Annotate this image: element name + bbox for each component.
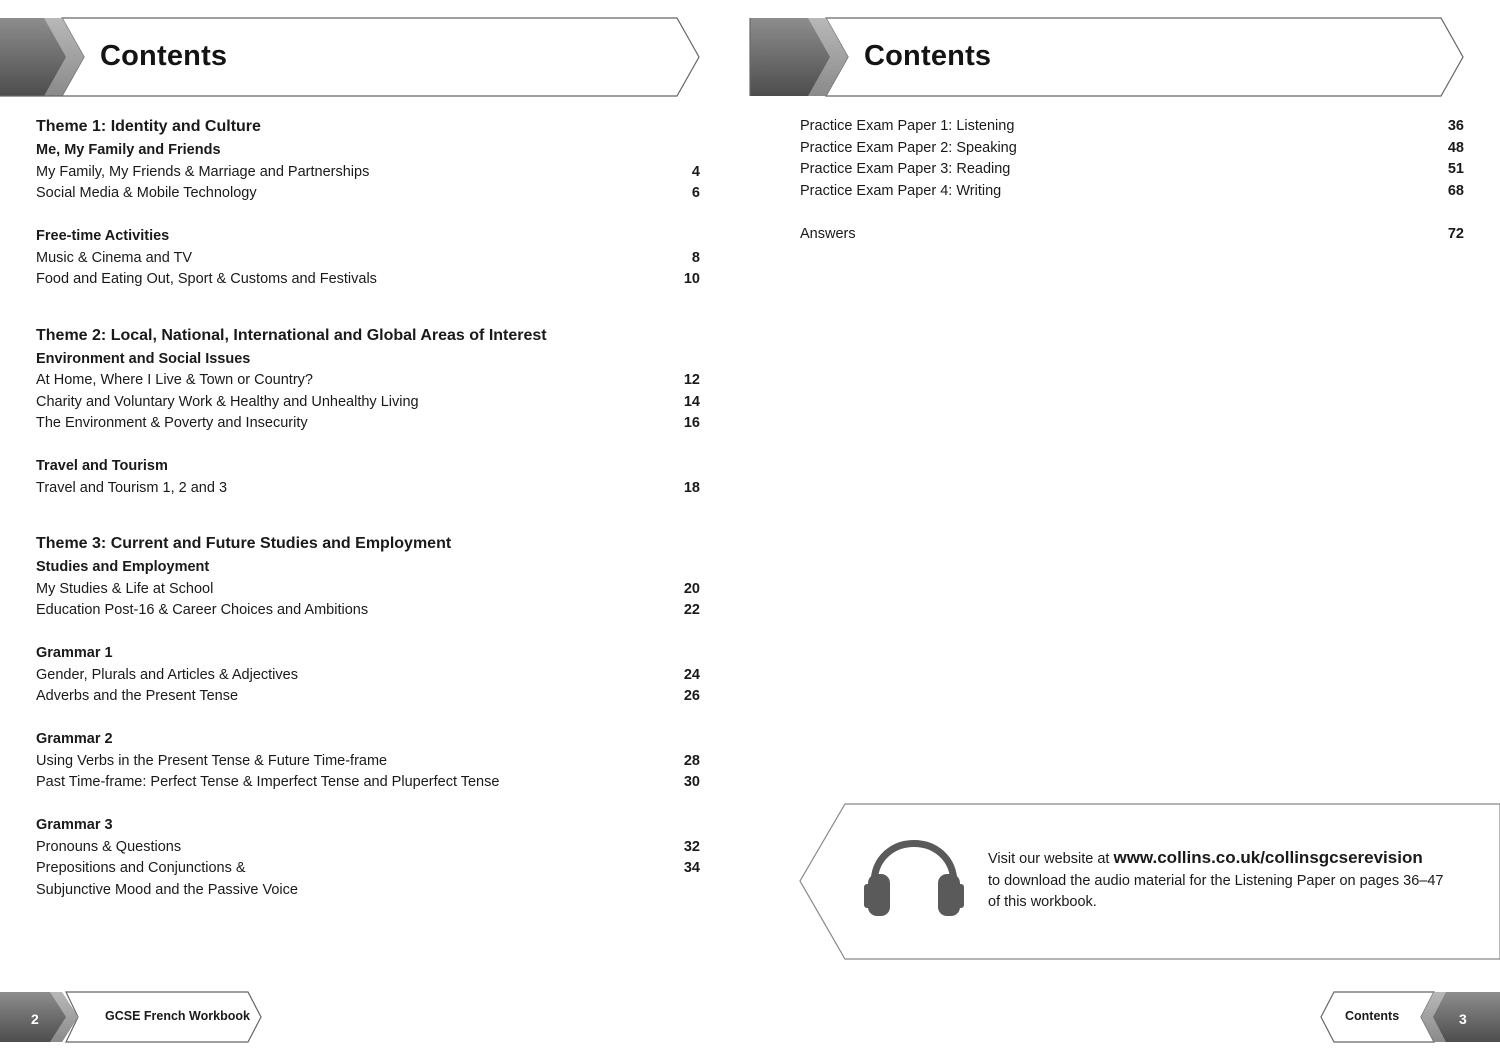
- theme-heading: Theme 1: Identity and Culture: [36, 118, 261, 135]
- toc-entry[interactable]: My Family, My Friends & Marriage and Partnerships 4: [36, 163, 700, 180]
- left-page-title: Contents: [100, 40, 228, 72]
- group-heading: Grammar 2: [36, 731, 113, 747]
- toc-entry[interactable]: Practice Exam Paper 1: Listening 36: [800, 118, 1464, 134]
- toc-entry[interactable]: My Studies & Life at School 20: [36, 580, 700, 597]
- toc-entry[interactable]: Music & Cinema and TV 8: [36, 249, 700, 266]
- right-toc: [800, 116, 1464, 245]
- left-footer-book-title: GCSE French Workbook: [105, 1009, 250, 1023]
- theme-heading: Theme 2: Local, National, International and Global Areas of Interest: [36, 326, 547, 344]
- right-footer-section-label: Contents: [1345, 1009, 1400, 1023]
- group-heading: Travel and Tourism: [36, 458, 168, 474]
- toc-entry[interactable]: Practice Exam Paper 3: Reading 51: [800, 161, 1464, 177]
- toc-entry[interactable]: Pronouns & Questions 32: [36, 838, 700, 855]
- toc-entry-answers[interactable]: Answers 72: [800, 225, 1464, 242]
- toc-entry[interactable]: Practice Exam Paper 4: Writing 68: [800, 182, 1464, 199]
- toc-entry[interactable]: Past Time-frame: Perfect Tense & Imperfect Tense and Pluperfect Tense 30: [36, 774, 700, 790]
- toc-entry[interactable]: Education Post-16 & Career Choices and Ambitions 22: [36, 602, 700, 618]
- toc-entry[interactable]: Prepositions and Conjunctions & 34: [36, 860, 700, 876]
- group-heading: Free-time Activities: [36, 228, 170, 244]
- left-toc: [36, 116, 700, 901]
- group-heading: Me, My Family and Friends: [36, 142, 221, 158]
- promo-line-2: to download the audio material for the Listening Paper on pages 36–47: [988, 872, 1444, 889]
- right-banner-shape: [750, 18, 1463, 96]
- toc-entry[interactable]: The Environment & Poverty and Insecurity 16: [36, 415, 700, 431]
- toc-entry[interactable]: Food and Eating Out, Sport & Customs and Festivals 10: [36, 271, 700, 287]
- toc-entry[interactable]: Gender, Plurals and Articles & Adjectives 24: [36, 666, 700, 683]
- toc-entry[interactable]: Adverbs and the Present Tense 26: [36, 688, 700, 704]
- group-heading: Grammar 3: [36, 817, 113, 833]
- website-link[interactable]: www.collins.co.uk/collinsgcserevision: [1113, 848, 1423, 867]
- toc-entry[interactable]: Practice Exam Paper 2: Speaking 48: [800, 139, 1464, 156]
- promo-prefix: Visit our website at: [988, 851, 1114, 867]
- right-page-title: Contents: [864, 40, 992, 72]
- right-page-number: 3: [1459, 1011, 1467, 1027]
- toc-entry[interactable]: Travel and Tourism 1, 2 and 3 18: [36, 479, 700, 496]
- toc-entry[interactable]: Using Verbs in the Present Tense & Future Time-frame 28: [36, 752, 700, 769]
- toc-entry[interactable]: At Home, Where I Live & Town or Country? 12: [36, 372, 700, 388]
- toc-entry[interactable]: Social Media & Mobile Technology 6: [36, 185, 700, 201]
- promo-line-3: of this workbook.: [988, 894, 1097, 910]
- group-heading: Grammar 1: [36, 645, 113, 661]
- toc-entry[interactable]: Charity and Voluntary Work & Healthy and Unhealthy Living 14: [36, 393, 700, 410]
- theme-heading: Theme 3: Current and Future Studies and Employment: [36, 535, 452, 552]
- toc-entry[interactable]: Subjunctive Mood and the Passive Voice: [36, 881, 298, 898]
- group-heading: Studies and Employment: [36, 559, 210, 575]
- left-page-number: 2: [31, 1011, 39, 1027]
- audio-download-note: [988, 847, 1468, 914]
- group-heading: Environment and Social Issues: [36, 350, 251, 367]
